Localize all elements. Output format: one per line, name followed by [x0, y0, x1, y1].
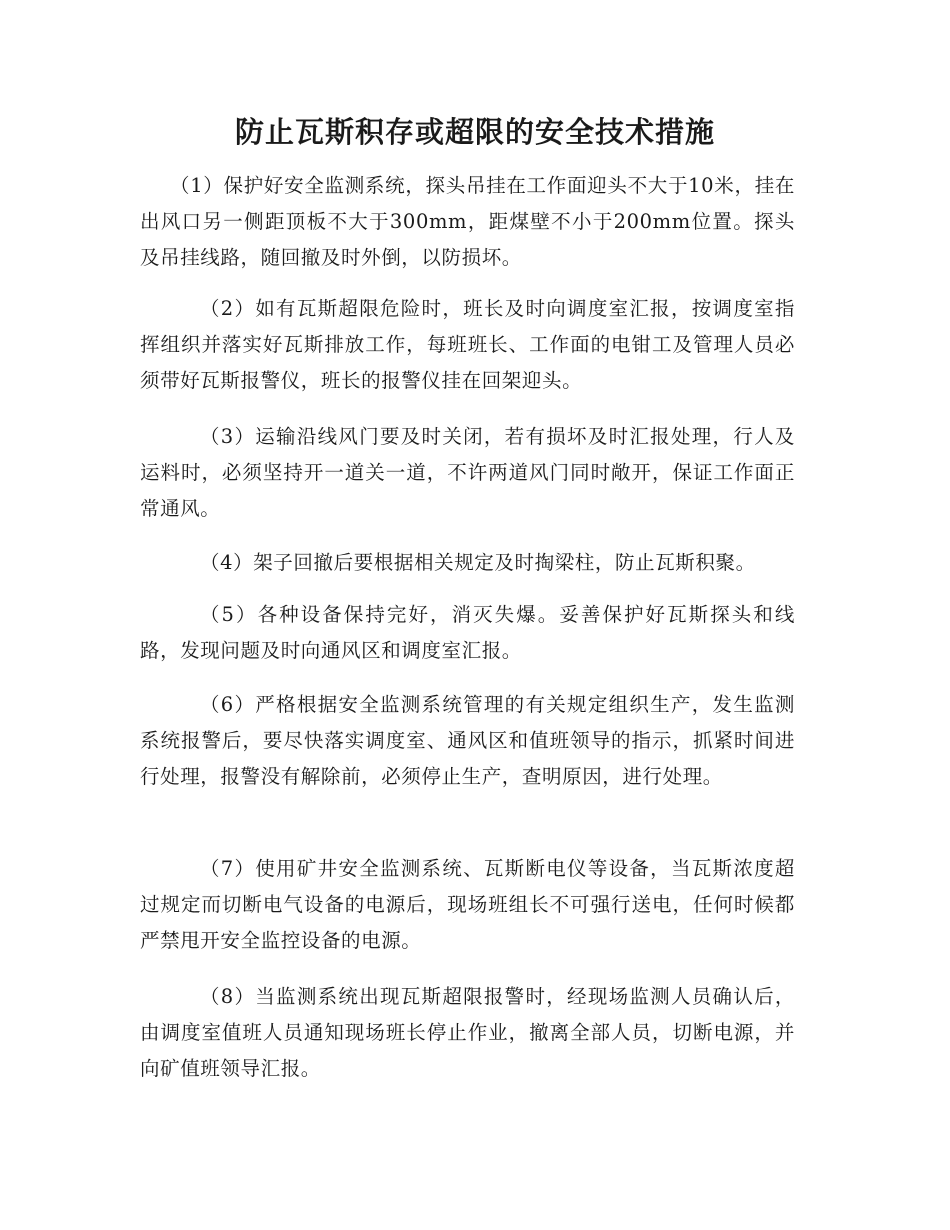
paragraph-5: （5）各种设备保持完好，消灭失爆。妥善保护好瓦斯探头和线路，发现问题及时向通风区和调度室汇报。	[140, 603, 795, 662]
paragraph-3: （3）运输沿线风门要及时关闭，若有损坏及时汇报处理，行人及运料时，必须坚持开一道关一道，不许两道风门同时敞开，保证工作面正常通风。	[140, 425, 795, 520]
paragraph-1: （1）保护好安全监测系统，探头吊挂在工作面迎头不大于10米，挂在出风口另一侧距顶板不大于300mm，距煤壁不小于200mm位置。探头及吊挂线路，随回撤及时外倒，以防损坏。	[140, 174, 795, 269]
document-title: 防止瓦斯积存或超限的安全技术措施	[234, 115, 715, 149]
paragraph-4: （4）架子回撤后要根据相关规定及时掏梁柱，防止瓦斯积聚。	[200, 551, 756, 574]
paragraph-6: （6）严格根据安全监测系统管理的有关规定组织生产，发生监测系统报警后，要尽快落实调度室、通风区和值班领导的指示，抓紧时间进行处理，报警没有解除前，必须停止生产，查明原因，进行处理。	[140, 693, 795, 788]
paragraph-7: （7）使用矿井安全监测系统、瓦斯断电仪等设备，当瓦斯浓度超过规定而切断电气设备的电源后，现场班组长不可强行送电，任何时候都严禁甩开安全监控设备的电源。	[140, 857, 795, 952]
paragraph-2: （2）如有瓦斯超限危险时，班长及时向调度室汇报，按调度室指挥组织并落实好瓦斯排放工作，每班班长、工作面的电钳工及管理人员必须带好瓦斯报警仪，班长的报警仪挂在回架迎头。	[140, 297, 795, 392]
paragraph-8: （8）当监测系统出现瓦斯超限报警时，经现场监测人员确认后，由调度室值班人员通知现场班长停止作业，撤离全部人员，切断电源，并向矿值班领导汇报。	[140, 985, 795, 1080]
